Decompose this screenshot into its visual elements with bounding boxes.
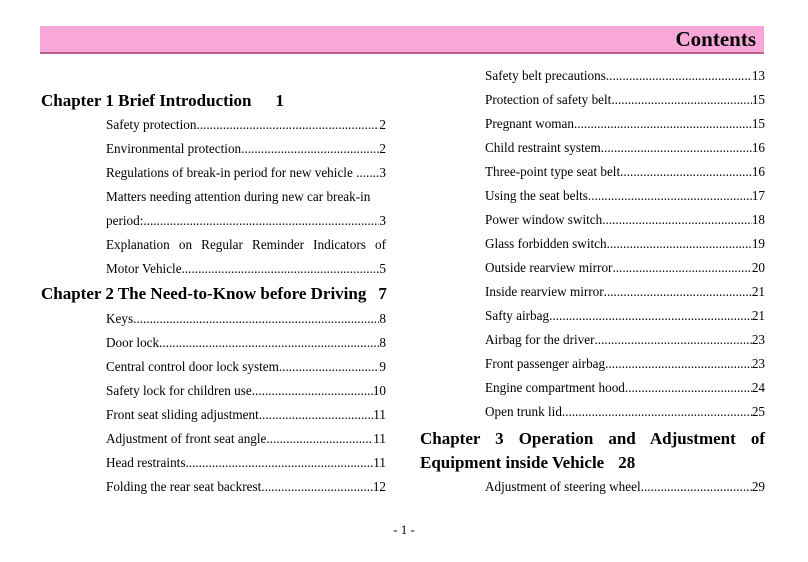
toc-entry[interactable] <box>106 116 386 134</box>
toc-entry-page: 11 <box>373 407 386 422</box>
toc-entry[interactable] <box>485 403 765 421</box>
toc-entry[interactable] <box>106 478 386 496</box>
toc-entry-title: Outside rearview mirror <box>485 260 613 275</box>
chapter-3-title: Equipment inside Vehicle <box>420 453 605 472</box>
toc-entry-line[interactable]: Explanation on Regular Reminder Indicators of <box>106 237 386 252</box>
toc-entry-title: Central control door lock system <box>106 359 279 374</box>
toc-entry-page: 17 <box>751 188 765 203</box>
toc-entry-page: 15 <box>751 92 765 107</box>
toc-entry-page: 2 <box>379 141 386 156</box>
toc-entry-title: Adjustment of front seat angle <box>106 431 267 446</box>
toc-entry-title: Child restraint system <box>485 140 601 155</box>
toc-entry-title: Environmental protection <box>106 141 242 156</box>
toc-entry-title: Motor Vehicle <box>106 261 182 276</box>
toc-entry-page: 3 <box>379 213 386 228</box>
toc-entry-title: Folding the rear seat backrest <box>106 479 262 494</box>
toc-entry-page: 8 <box>379 311 386 326</box>
toc-entry[interactable] <box>485 307 765 325</box>
toc-entry-page: 8 <box>379 335 386 350</box>
toc-entry-title: Front passenger airbag <box>485 356 606 371</box>
toc-entry-page: 24 <box>751 380 765 395</box>
toc-entry-title: Door lock <box>106 335 160 350</box>
chapter-2-title: Chapter 2 The Need-to-Know before Driving <box>41 284 367 303</box>
toc-entry-title: Glass forbidden switch <box>485 236 607 251</box>
toc-entry[interactable] <box>485 211 765 229</box>
toc-entry[interactable] <box>106 140 386 158</box>
chapter-3-heading <box>420 453 635 473</box>
toc-entry-title: Keys <box>106 311 134 326</box>
toc-entry[interactable] <box>485 235 765 253</box>
toc-entry-title: Power window switch <box>485 212 603 227</box>
toc-entry[interactable] <box>106 310 386 328</box>
toc-entry[interactable] <box>106 406 386 424</box>
toc-entry[interactable] <box>485 139 765 157</box>
toc-entry-page: 20 <box>751 260 765 275</box>
page-title: Contents <box>675 27 756 51</box>
toc-entry[interactable] <box>485 355 765 373</box>
toc-entry-title: Safety lock for children use <box>106 383 252 398</box>
toc-entry-page: 3 <box>379 165 386 180</box>
toc-entry[interactable] <box>106 358 386 376</box>
toc-entry[interactable] <box>106 212 386 230</box>
toc-entry-title: Head restraints <box>106 455 186 470</box>
toc-entry-page: 23 <box>751 356 765 371</box>
toc-entry-page: 12 <box>372 479 386 494</box>
toc-entry-title: Safety protection <box>106 117 197 132</box>
chapter-1-title: Chapter 1 Brief Introduction <box>41 91 252 110</box>
toc-entry-title: Using the seat belts <box>485 188 588 203</box>
chapter-2-page: 7 <box>378 284 387 303</box>
toc-entry-page: 15 <box>751 116 765 131</box>
toc-entry-page: 16 <box>751 140 765 155</box>
toc-entry[interactable] <box>485 115 765 133</box>
toc-entry-page: 29 <box>751 479 765 494</box>
toc-entry-title: Safety belt precautions <box>485 68 606 83</box>
chapter-1-heading <box>41 91 284 111</box>
toc-entry-page: 16 <box>751 164 765 179</box>
toc-entry[interactable] <box>485 379 765 397</box>
chapter-3-page: 28 <box>618 453 636 472</box>
toc-entry[interactable] <box>485 331 765 349</box>
chapter-1-page: 1 <box>275 91 284 110</box>
toc-entry-title: Engine compartment hood <box>485 380 625 395</box>
toc-entry-title: Three-point type seat belt <box>485 164 621 179</box>
toc-entry[interactable] <box>485 283 765 301</box>
toc-entry[interactable] <box>485 163 765 181</box>
toc-entry-title: Safty airbag <box>485 308 550 323</box>
toc-entry-title: Front seat sliding adjustment <box>106 407 259 422</box>
toc-entry-page: 21 <box>751 308 765 323</box>
toc-entry[interactable] <box>106 260 386 278</box>
toc-entry-page: 21 <box>751 284 765 299</box>
toc-entry[interactable] <box>485 187 765 205</box>
toc-entry-page: 11 <box>373 455 386 470</box>
toc-entry-page: 13 <box>751 68 765 83</box>
toc-entry-page: 25 <box>751 404 765 419</box>
toc-entry-title: Protection of safety belt <box>485 92 612 107</box>
toc-entry[interactable] <box>485 478 765 496</box>
toc-entry-page: 19 <box>751 236 765 251</box>
toc-entry-title: Open trunk lid <box>485 404 562 419</box>
toc-entry-title: Airbag for the driver <box>485 332 595 347</box>
page-number: - 1 - <box>393 522 415 537</box>
toc-entry-title: Regulations of break-in period for new vehicle .. <box>106 165 363 180</box>
toc-entry-title: Adjustment of steering wheel <box>485 479 641 494</box>
toc-entry-page: 10 <box>372 383 386 398</box>
toc-entry-page: 5 <box>379 261 386 276</box>
toc-entry[interactable] <box>106 382 386 400</box>
toc-entry[interactable] <box>106 334 386 352</box>
contents-header-band <box>40 26 764 54</box>
toc-entry-page: 11 <box>373 431 386 446</box>
toc-entry-title: Pregnant woman <box>485 116 574 131</box>
toc-entry-line[interactable]: Matters needing attention during new car break-in <box>106 189 371 204</box>
toc-entry[interactable] <box>485 67 765 85</box>
toc-entry[interactable] <box>106 454 386 472</box>
toc-entry[interactable] <box>485 91 765 109</box>
toc-entry-page: 23 <box>751 332 765 347</box>
toc-entry[interactable] <box>485 259 765 277</box>
toc-entry-title: period: <box>106 213 144 228</box>
toc-entry-title: Inside rearview mirror <box>485 284 604 299</box>
toc-entry-page: 2 <box>379 117 386 132</box>
chapter-3-heading-line1: Chapter 3 Operation and Adjustment of <box>420 429 765 448</box>
chapter-2-heading <box>41 284 387 304</box>
toc-entry[interactable] <box>106 164 386 182</box>
toc-entry[interactable] <box>106 430 386 448</box>
toc-entry-page: 9 <box>379 359 386 374</box>
toc-entry-page: 18 <box>751 212 765 227</box>
